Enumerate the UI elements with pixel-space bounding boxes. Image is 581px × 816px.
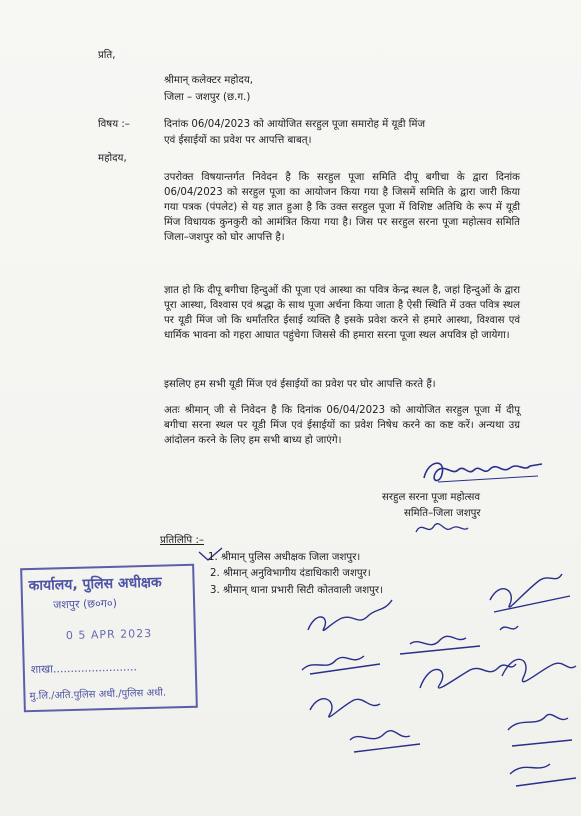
sender-line-1: सरहुल सरना पूजा महोत्सव (382, 492, 481, 503)
cc-label: प्रतिलिपि :– (160, 535, 204, 546)
paragraph-2: ज्ञात हो कि दीपू बगीचा हिन्दुओं की पूजा एवं आस्था का पवित्र केन्द्र स्थल है, जहां हिन्दुओं के द्वारा पूरा आस्था, विश्वास एवं श्रद्धा के साथ पूजा अर्चना किया जाता है ऐसी स्थिति में उक्त पवित्र स्थल पर यूडी मिंज जो कि धर्मांतरित ईसाई व्यक्ति है इसके प्रवेश करने से हमारे आस्था, विश्वास एवं धार्मिक भावना को गहरा आघात पहुंचेगा जिससे की हमारा सरना पूजा स्थल अपवित्र हो जायेगा। (164, 285, 520, 341)
subject-label: विषय :– (98, 119, 130, 130)
paragraph-1: उपरोक्त विषयान्तर्गत निवेदन है कि सरहुल पूजा समिति दीपू बगीचा के द्वारा दिनांक 06/04/2023 को सरहुल पूजा का आयोजन किया गया है जिसमें समिति के द्वारा जारी किया गया पत्रक (पंपलेट) से यह ज्ञात हुआ है कि उक्त सरहुल पूजा में विशिष्ट अतिथि के रूप में यूडी मिंज विधायक कुनकुरी को आमंत्रित किया गया है। जिस पर सरहुल सरना पूजा महोत्सव समिति जिला–जशपुर को घोर आपत्ति है। (164, 172, 520, 243)
to-label: प्रति, (98, 50, 116, 61)
subject-line-2: एवं ईसाईयों का प्रवेश पर आपत्ति बाबत्। (164, 135, 312, 146)
recipient-district: जिला – जशपुर (छ.ग.) (164, 92, 251, 103)
stamp-office: कार्यालय, पुलिस अधीक्षक (28, 574, 162, 595)
secondary-signature (412, 518, 472, 540)
paragraph-4: अतः श्रीमान् जी से निवेदन है कि दिनांक 06/04/2023 को आयोजित सरहुल पूजा में दीपू बगीचा सरना स्थल पर यूडी मिंज एवं ईसाईयों का प्रवेश निषेध करने का कष्ट करें। अन्यथा उग्र आंदोलन करने के लिए हम सभी बाध्य हो जाएंगे। (164, 405, 520, 446)
recipient-name: श्रीमान् कलेक्टर महोदय, (164, 75, 253, 86)
subject-line-1: दिनांक 06/04/2023 को आयोजित सरहुल पूजा समारोह में यूडी मिंज (164, 119, 426, 130)
member-signatures (280, 560, 580, 816)
cc-item-3: 3. श्रीमान् थाना प्रभारी सिटी कोतवाली जशपुर। (210, 585, 383, 596)
stamp-district: जशपुर (छ०ग०) (52, 596, 118, 612)
office-stamp (20, 564, 198, 713)
sender-signature (418, 454, 548, 488)
cc-item-2: 2. श्रीमान् अनुविभागीय दंडाधिकारी जशपुर। (210, 568, 371, 579)
paragraph-3: इसलिए हम सभी यूडी मिंज एवं ईसाईयों का प्रवेश पर घोर आपत्ति करते हैं। (164, 379, 436, 390)
sender-line-2: समिति–जिला जशपुर (404, 508, 481, 519)
cc-item-1: 1. श्रीमान् पुलिस अधीक्षक जिला जशपुर। (208, 552, 361, 563)
stamp-footer: मु.लि./अति.पुलिस अधी./पुलिस अधी. (29, 687, 167, 703)
stamp-date: 0 5 APR 2023 (65, 626, 153, 643)
stamp-branch: शाखा........................ (30, 660, 138, 677)
salutation: महोदय, (98, 153, 127, 164)
